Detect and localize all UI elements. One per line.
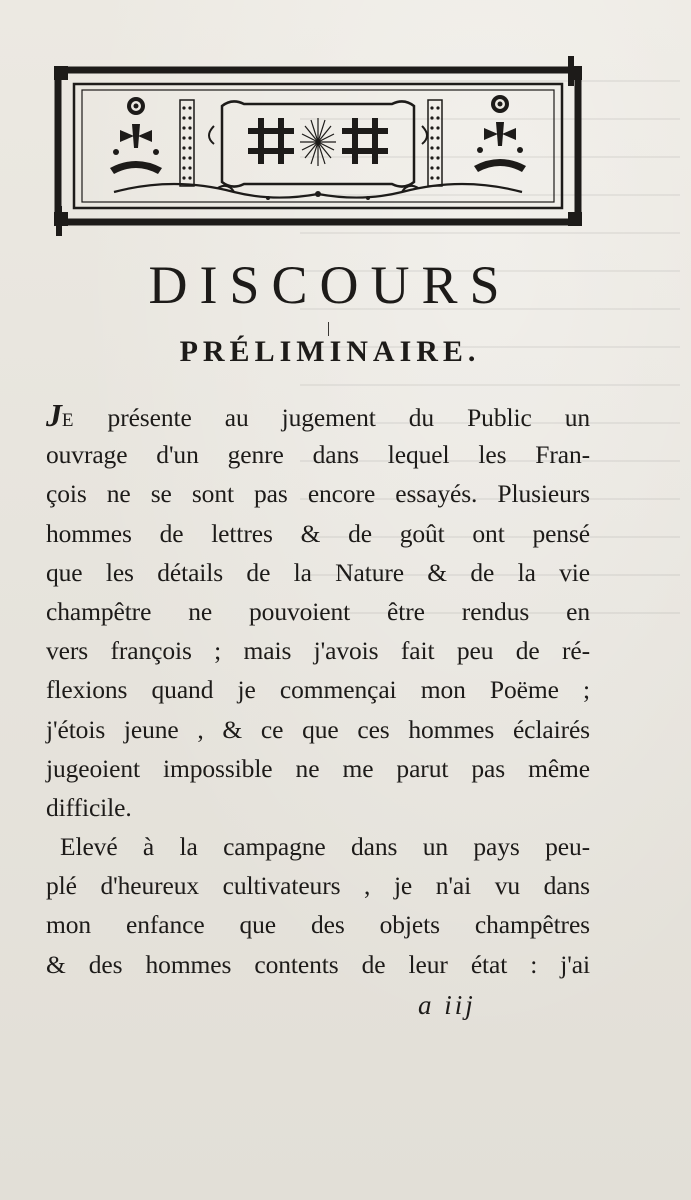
text-line: champêtre ne pouvoient être rendus en bbox=[46, 596, 590, 626]
text-line: flexions quand je commençai mon Poëme ; bbox=[46, 675, 590, 705]
text-line: çois ne se sont pas encore essayés. Plusieurs bbox=[46, 479, 590, 509]
text-line bbox=[46, 396, 590, 435]
text-line: que les détails de la Nature & de la vie bbox=[46, 557, 590, 587]
text-line: plé d'heureux cultivateurs , je n'ai vu dans bbox=[46, 871, 590, 901]
signature-mark: a iij bbox=[418, 990, 476, 1020]
text-line: j'étois jeune , & ce que ces hommes éclairés bbox=[46, 714, 590, 744]
text-line: Elevé à la campagne dans un pays peu- bbox=[60, 832, 590, 862]
sunburst-icon bbox=[300, 118, 336, 166]
dotted-panel-left-icon bbox=[180, 100, 194, 186]
text-line: mon enfance que des objets champêtres bbox=[46, 910, 590, 940]
page-subtitle: PRÉLIMINAIRE. bbox=[179, 335, 481, 368]
text-line: & des hommes contents de leur état : j'ai bbox=[46, 949, 590, 979]
text-line: vers françois ; mais j'avois fait peu de ré- bbox=[46, 636, 590, 666]
page-title: DISCOURS bbox=[148, 255, 512, 315]
text-line: jugeoient impossible ne me parut pas même bbox=[46, 753, 590, 783]
rosette-left-icon bbox=[110, 97, 162, 174]
drop-cap: J bbox=[46, 397, 62, 433]
body-text bbox=[46, 396, 590, 984]
text-line: difficile. bbox=[46, 792, 132, 822]
drop-cap-suffix: E bbox=[61, 410, 75, 431]
text-line: ouvrage d'un genre dans lequel les Fran- bbox=[46, 440, 590, 470]
headpiece-ornament bbox=[54, 56, 582, 236]
central-cartouche-icon bbox=[209, 101, 427, 186]
rosette-right-icon bbox=[474, 95, 526, 172]
text-line: hommes de lettres & de goût ont pensé bbox=[46, 518, 590, 548]
dotted-panel-right-icon bbox=[428, 100, 442, 186]
text-line-segment: présente au jugement du Public un bbox=[74, 403, 590, 432]
